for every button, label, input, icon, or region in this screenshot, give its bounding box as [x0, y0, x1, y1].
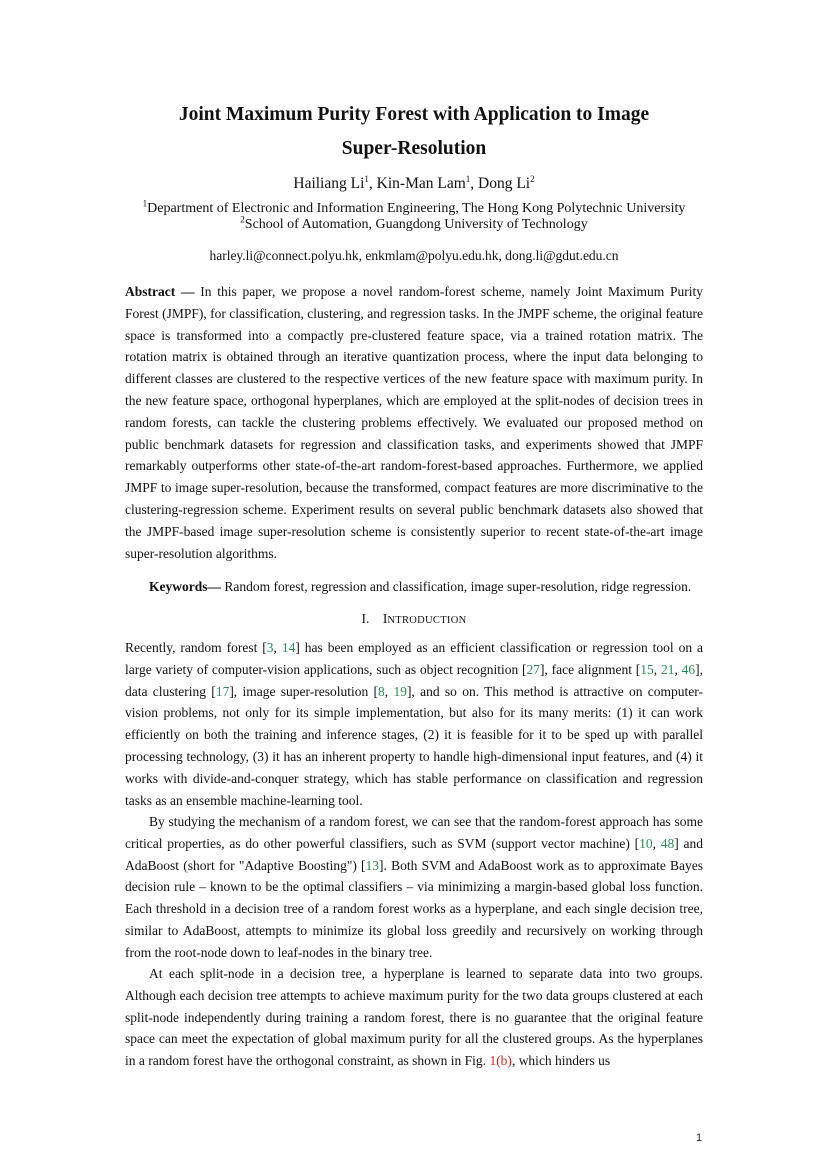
affiliation-1: $^1$Department of Electronic and Information Engineering, The Hong Kong Polytechnic University — [142, 198, 686, 216]
keywords-label: Keywords— — [149, 579, 221, 594]
section-number: I. — [361, 611, 370, 626]
intro-paragraph-1: Recently, random forest [3, 14] has been employed as an efficient classification or regression tool on a large variety of computer-vision applications, such as object recognition [27], face alignment [15, 21, 46], data clustering [17], image super-resolution [8, 19], and so on. This method is attractive on computer-vision problems, not only for its simple implementation, but also for its many merits: (1) it can work efficiently on both the training and inference stages, (2) it is feasible for it to be sped up with parallel processing technology, (3) it has an inherent property to handle high-dimensional input features, and (4) it works with divide-and-conquer strategy, which has stable performance on classification and regression tasks as an ensemble machine-learning tool. — [125, 640, 704, 808]
intro-paragraph-3: At each split-node in a decision tree, a hyperplane is learned to separate data into two groups. Although each decision tree attempts to achieve maximum purity for the two data groups clustered at each split-node independently during training a random forest, there is no guarantee that the original feature space can meet the expectation of global maximum purity for all the clustered groups. As the hyperplanes in a random forest have the orthogonal constraint, as shown in Fig. 1(b), which hinders us — [125, 966, 703, 1069]
author-affil-marker: 1 — [364, 173, 369, 184]
author-affil-marker: 2 — [530, 173, 535, 184]
affiliation-2: $^2$School of Automation, Guangdong University of Technology — [240, 214, 588, 232]
title-line-2: Super-Resolution — [341, 138, 487, 159]
citation-link[interactable]: 46 — [681, 661, 696, 677]
citation-link[interactable]: 10 — [639, 835, 653, 851]
author-affil-marker: 1 — [465, 173, 471, 184]
keywords-text: Random forest, regression and classification, image super-resolution, ridge regression. — [221, 579, 692, 594]
paper-title — [120, 98, 708, 166]
author-emails: harley.li@connect.polyu.hk, enkmlam@polyu.edu.hk, dong.li@gdut.edu.cn — [209, 248, 619, 263]
citation-link[interactable]: 14 — [281, 640, 296, 655]
figure-reference-link[interactable]: 1(b) — [489, 1053, 512, 1069]
section-heading — [125, 611, 703, 627]
citation-link[interactable]: 17 — [215, 683, 230, 699]
keywords — [125, 576, 703, 598]
abstract-label: Abstract — — [125, 284, 195, 299]
citation-link[interactable]: 8 — [378, 683, 385, 699]
author-name: Hailiang Li — [293, 175, 365, 192]
title-line-1: Joint Maximum Purity Forest with Application to Image — [178, 104, 650, 125]
citation-link[interactable]: 19 — [393, 683, 407, 699]
intro-paragraph-2: By studying the mechanism of a random forest, we can see that the random-forest approach has some critical properties, as do other powerful classifiers, such as SVM (support vector machine) [10, 48] and AdaBoost (short for "Adaptive Boosting") [13]. Both SVM and AdaBoost work as to approximate Bayes decision rule – known to be the optimal classifiers – via minimizing a margin-based global loss function. Each threshold in a decision tree of a random forest works as a hyperplane, and each single decision tree, similar to AdaBoost, attempts to minimize its global loss greedily and recursively on working through from the root-node down to leaf-nodes in the binary tree. — [125, 814, 704, 960]
citation-link[interactable]: 48 — [660, 835, 675, 851]
citation-link[interactable]: 3 — [266, 640, 274, 655]
author-name: Dong Li — [478, 175, 531, 192]
citation-link[interactable]: 21 — [660, 661, 675, 677]
page-number: 1 — [696, 1132, 703, 1144]
author-list: Hailiang Li$^1$, Kin-Man Lam$^1$, Dong Li$^2$ — [293, 173, 535, 192]
citation-link[interactable]: 15 — [640, 661, 654, 677]
citation-link[interactable]: 27 — [526, 661, 540, 677]
citation-link[interactable]: 13 — [365, 857, 380, 873]
author-name: Kin-Man Lam — [376, 175, 466, 192]
section-title: INTRODUCTION — [382, 611, 467, 626]
abstract — [125, 281, 703, 564]
abstract-text: In this paper, we propose a novel random-forest scheme, namely Joint Maximum Purity Forest (JMPF), for classification, clustering, and regression tasks. In the JMPF scheme, the original feature space is transformed into a compactly pre-clustered feature space, via a trained rotation matrix. The rotation matrix is obtained through an iterative quantization process, where the input data belonging to different classes are clustered to the respective vertices of the new feature space with maximum purity. In the new feature space, orthogonal hyperplanes, which are employed at the split-nodes of decision trees in random forests, can tackle the clustering problems effectively. We evaluated our proposed method on public benchmark datasets for regression and classification tasks, and experiments showed that JMPF remarkably outperforms other state-of-the-art random-forest-based approaches. Furthermore, we applied JMPF to image super-resolution, because the transformed, compact features are more discriminative to the clustering-regression scheme. Experiment results on several public benchmark datasets also showed that the JMPF-based image super-resolution scheme is consistently superior to recent state-of-the-art image super-resolution algorithms. — [125, 284, 703, 561]
